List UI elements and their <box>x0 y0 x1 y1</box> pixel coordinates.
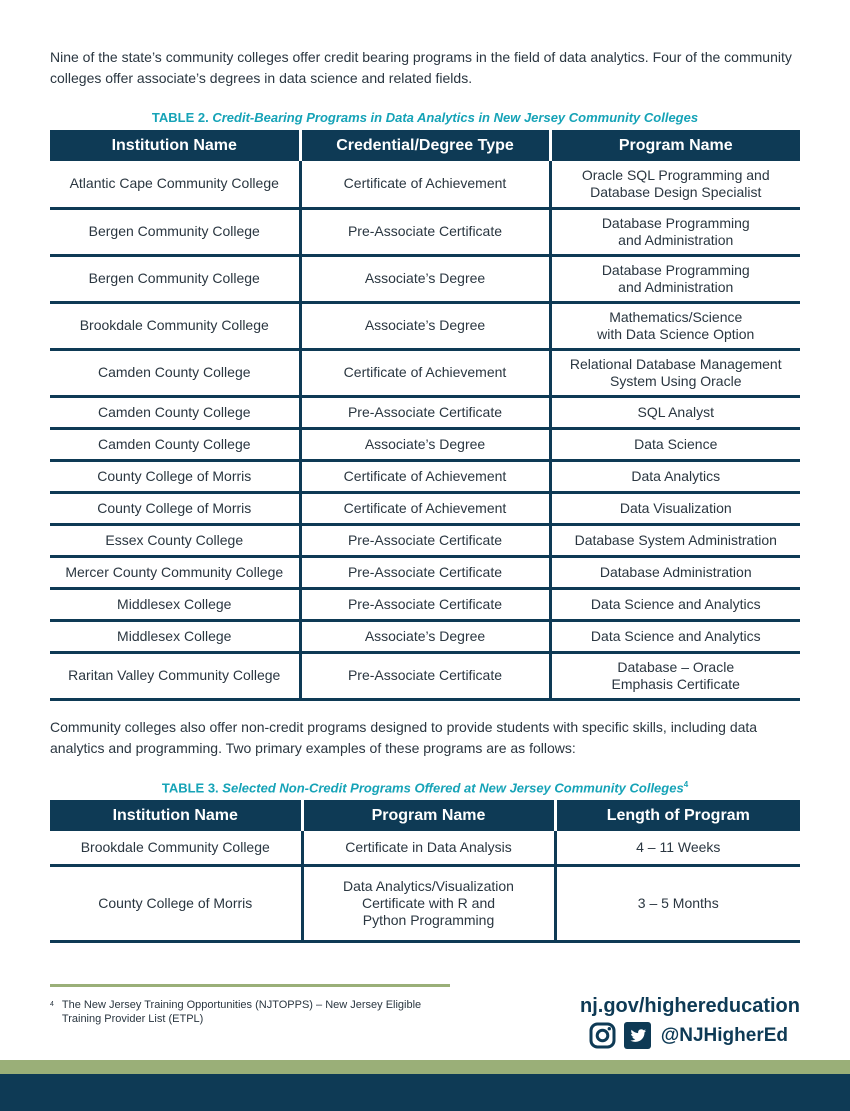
table-cell: Mathematics/Science with Data Science Option <box>550 302 800 349</box>
non-credit-paragraph: Community colleges also offer non-credit programs designed to provide students with specific skills, including data analytics and programming. Two primary examples of these programs are as follows: <box>50 719 758 756</box>
table-cell: Camden County College <box>50 396 300 428</box>
table-row <box>50 255 800 302</box>
table-cell: Camden County College <box>50 428 300 460</box>
table2-caption <box>0 110 850 125</box>
table-row <box>50 302 800 349</box>
table-cell: Bergen Community College <box>50 208 300 255</box>
table2-label: TABLE 2. <box>151 110 209 125</box>
table-cell: Certificate of Achievement <box>300 161 550 208</box>
table-row <box>50 492 800 524</box>
table-cell: SQL Analyst <box>550 396 800 428</box>
table-row <box>50 620 800 652</box>
table-cell: County College of Morris <box>50 492 300 524</box>
table-header-row <box>50 800 800 831</box>
table-cell: Raritan Valley Community College <box>50 652 300 699</box>
table-cell: Database System Administration <box>550 524 800 556</box>
table-cell: Certificate in Data Analysis <box>302 831 555 865</box>
table2-title: Credit-Bearing Programs in Data Analytics in New Jersey Community Colleges <box>212 110 699 125</box>
table-cell: Brookdale Community College <box>50 302 300 349</box>
table-row <box>50 556 800 588</box>
social-links <box>589 1022 788 1049</box>
table-cell: Associate’s Degree <box>300 620 550 652</box>
table-header-row <box>50 130 800 161</box>
column-header: Institution Name <box>50 130 300 161</box>
table-cell: Database Administration <box>550 556 800 588</box>
table3-label: TABLE 3. <box>161 780 219 796</box>
table-cell: Bergen Community College <box>50 255 300 302</box>
table-row <box>50 524 800 556</box>
table-cell: Data Analytics/Visualization Certificate with R and Python Programming <box>302 865 555 941</box>
footer-bar <box>0 1074 850 1111</box>
table-cell: Pre-Associate Certificate <box>300 652 550 699</box>
table-cell: County College of Morris <box>50 460 300 492</box>
table-cell: Data Science <box>550 428 800 460</box>
table-cell: 3 – 5 Months <box>555 865 800 941</box>
footnote-divider <box>50 984 450 987</box>
table-cell: Brookdale Community College <box>50 831 302 865</box>
credit-programs-table <box>50 130 800 701</box>
table-cell: Data Science and Analytics <box>550 620 800 652</box>
social-handle[interactable]: @NJHigherEd <box>660 1024 788 1046</box>
table-cell: Database – Oracle Emphasis Certificate <box>550 652 800 699</box>
footnote-number: 4 <box>50 1001 54 1008</box>
table-row <box>50 831 800 865</box>
website-link[interactable]: nj.gov/highereducation <box>579 995 800 1017</box>
table-cell: Data Science and Analytics <box>550 588 800 620</box>
table-cell: Certificate of Achievement <box>300 349 550 396</box>
table-cell: Database Programming and Administration <box>550 208 800 255</box>
table-cell: Middlesex College <box>50 620 300 652</box>
table-cell: Atlantic Cape Community College <box>50 161 300 208</box>
instagram-icon[interactable] <box>589 1022 616 1049</box>
intro-paragraph: Nine of the state’s community colleges offer credit bearing programs in the field of data analytics. Four of the community colleges offer associate’s degrees in data science and related fields. <box>50 49 792 86</box>
column-header: Program Name <box>302 800 555 831</box>
table3-caption <box>0 780 850 795</box>
table-row <box>50 865 800 941</box>
table-cell: Associate’s Degree <box>300 428 550 460</box>
table-cell: Data Analytics <box>550 460 800 492</box>
table-row <box>50 652 800 699</box>
table-cell: Essex County College <box>50 524 300 556</box>
column-header: Length of Program <box>555 800 800 831</box>
table-cell: Certificate of Achievement <box>300 492 550 524</box>
table-cell: Database Programming and Administration <box>550 255 800 302</box>
non-credit-programs-table <box>50 800 800 943</box>
table-cell: Pre-Associate Certificate <box>300 556 550 588</box>
table-cell: Mercer County Community College <box>50 556 300 588</box>
table3-footnote-ref: 4 <box>683 780 689 789</box>
table-cell: Oracle SQL Programming and Database Design Specialist <box>550 161 800 208</box>
table-cell: County College of Morris <box>50 865 302 941</box>
table-cell: Associate’s Degree <box>300 302 550 349</box>
table-cell: Relational Database Management System Using Oracle <box>550 349 800 396</box>
table-cell: Pre-Associate Certificate <box>300 396 550 428</box>
table-row <box>50 161 800 208</box>
table-cell: Camden County College <box>50 349 300 396</box>
table-row <box>50 428 800 460</box>
table-cell: 4 – 11 Weeks <box>555 831 800 865</box>
table3-title: Selected Non-Credit Programs Offered at New Jersey Community Colleges <box>222 780 684 796</box>
table-cell: Pre-Associate Certificate <box>300 588 550 620</box>
table-cell: Pre-Associate Certificate <box>300 208 550 255</box>
table-row <box>50 460 800 492</box>
table-row <box>50 208 800 255</box>
table-cell: Data Visualization <box>550 492 800 524</box>
table-cell: Associate’s Degree <box>300 255 550 302</box>
footer-accent-bar <box>0 1060 850 1074</box>
footnote-text: The New Jersey Training Opportunities (NJTOPPS) – New Jersey Eligible Training Provider List (ETPL) <box>61 999 422 1025</box>
twitter-icon[interactable] <box>624 1022 651 1049</box>
table-cell: Pre-Associate Certificate <box>300 524 550 556</box>
footnote <box>50 998 430 1026</box>
table-cell: Certificate of Achievement <box>300 460 550 492</box>
table-row <box>50 396 800 428</box>
table-row <box>50 349 800 396</box>
column-header: Program Name <box>550 130 800 161</box>
column-header: Credential/Degree Type <box>300 130 550 161</box>
table-row <box>50 588 800 620</box>
column-header: Institution Name <box>50 800 302 831</box>
table-cell: Middlesex College <box>50 588 300 620</box>
